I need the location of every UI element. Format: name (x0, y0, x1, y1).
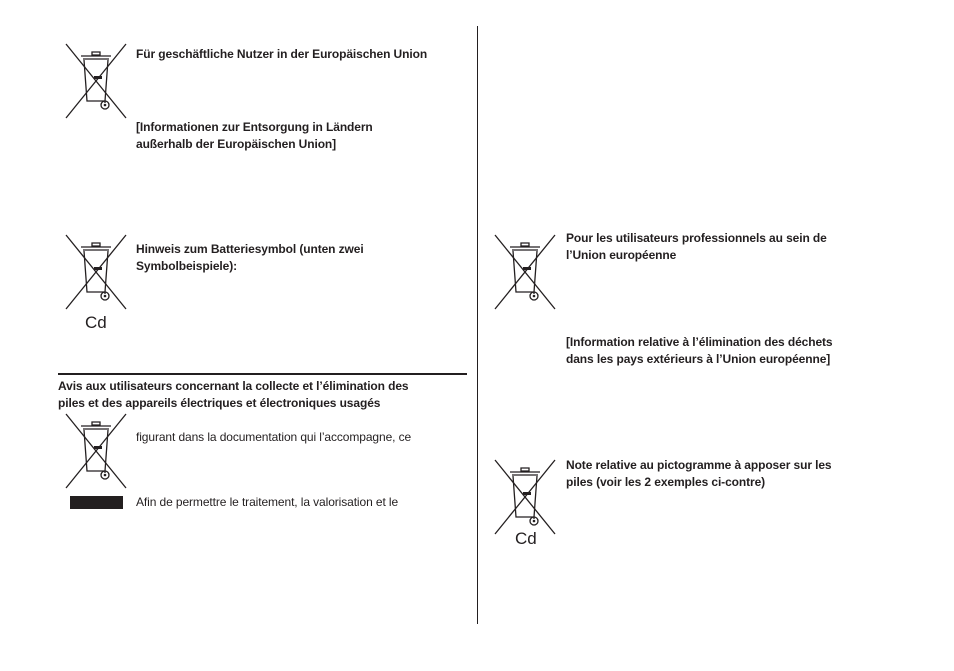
de-battery-note-line1: Hinweis zum Batteriesymbol (unten zwei (136, 242, 364, 256)
fr-outside-eu-line2: dans les pays extérieurs à l’Union européenne] (566, 352, 831, 366)
fr-outside-eu-line1: [Information relative à l’élimination des déchets (566, 335, 833, 349)
fr-body-line2: Afin de permettre le traitement, la valorisation et le (136, 495, 399, 509)
cadmium-symbol: Cd (85, 313, 107, 332)
de-business-users-heading: Für geschäftliche Nutzer in der Europäischen Union (136, 47, 428, 61)
fr-notice-heading-line2: piles et des appareils électriques et électroniques usagés (58, 396, 381, 410)
crossed-out-wheelie-bin-icon (494, 234, 556, 310)
crossed-out-wheelie-bin-icon (65, 234, 127, 310)
fr-battery-note-line2: piles (voir les 2 exemples ci-contre) (566, 475, 766, 489)
fr-pro-users-line1: Pour les utilisateurs professionnels au sein de (566, 231, 827, 245)
fr-notice-heading-line1: Avis aux utilisateurs concernant la collecte et l’élimination des (58, 379, 409, 393)
black-bar-symbol (70, 496, 123, 509)
crossed-out-wheelie-bin-icon (65, 413, 127, 489)
crossed-out-wheelie-bin-icon (65, 43, 127, 119)
column-divider (477, 26, 478, 624)
crossed-out-wheelie-bin-icon (494, 459, 556, 535)
section-rule (58, 373, 467, 375)
fr-pro-users-line2: l’Union européenne (566, 248, 677, 262)
fr-body-line1: figurant dans la documentation qui l’accompagne, ce (136, 430, 412, 444)
de-outside-eu-heading-line1: [Informationen zur Entsorgung in Ländern (136, 120, 373, 134)
de-outside-eu-heading-line2: außerhalb der Europäischen Union] (136, 137, 337, 151)
cadmium-symbol: Cd (515, 529, 537, 548)
de-battery-note-line2: Symbolbeispiele): (136, 259, 237, 273)
fr-battery-note-line1: Note relative au pictogramme à apposer sur les (566, 458, 832, 472)
